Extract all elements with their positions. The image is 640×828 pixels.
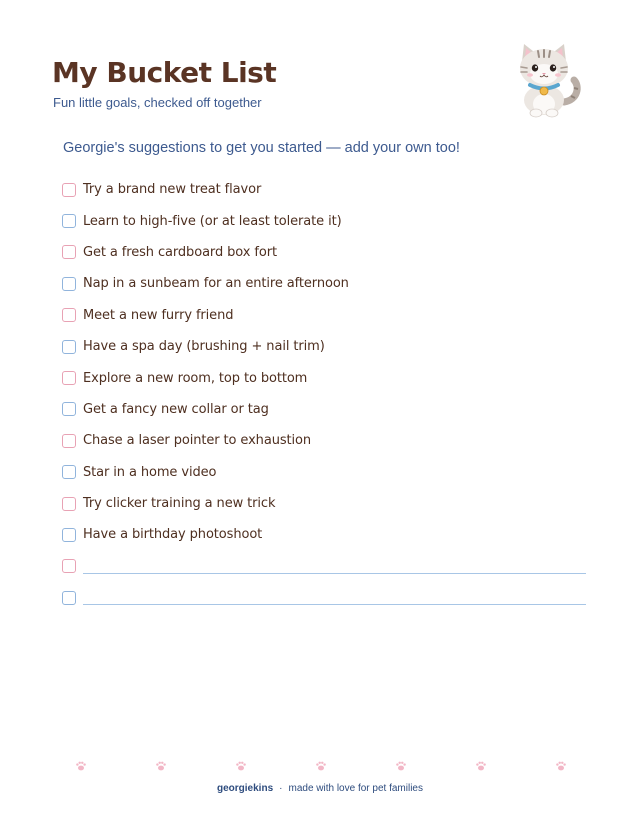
checkbox[interactable] — [62, 340, 76, 354]
list-item — [62, 519, 582, 550]
paw-print-icon — [475, 760, 487, 772]
list-item-label: Try a brand new treat flavor — [83, 182, 262, 198]
list-item-label: Nap in a sunbeam for an entire afternoon — [83, 276, 349, 292]
list-item — [62, 488, 582, 519]
checkbox[interactable] — [62, 434, 76, 448]
checkbox[interactable] — [62, 559, 76, 573]
paw-print-icon — [155, 760, 167, 772]
list-item-label: Meet a new furry friend — [83, 307, 234, 323]
list-item — [62, 457, 582, 488]
list-item-label: Explore a new room, top to bottom — [83, 370, 308, 386]
footer — [0, 783, 640, 794]
paw-print-row — [0, 760, 640, 776]
checkbox[interactable] — [62, 497, 76, 511]
paw-print-icon — [555, 760, 567, 772]
paw-print-icon — [395, 760, 407, 772]
write-in-line[interactable] — [83, 573, 586, 574]
list-item-label: Chase a laser pointer to exhaustion — [83, 433, 312, 449]
page-title: My Bucket List — [52, 56, 277, 89]
list-item-label: Get a fresh cardboard box fort — [83, 244, 277, 260]
list-item — [62, 268, 582, 299]
checkbox[interactable] — [62, 308, 76, 322]
page-subtitle: Fun little goals, checked off together — [53, 95, 262, 110]
footer-separator: · — [279, 783, 283, 794]
list-item — [62, 551, 582, 582]
checkbox[interactable] — [62, 214, 76, 228]
list-item — [62, 205, 582, 236]
kitten-mascot-icon — [508, 40, 584, 118]
checkbox[interactable] — [62, 245, 76, 259]
checkbox[interactable] — [62, 465, 76, 479]
footer-tagline: made with love for pet families — [288, 783, 423, 794]
list-item — [62, 300, 582, 331]
list-item — [62, 174, 582, 205]
paw-print-icon — [235, 760, 247, 772]
footer-brand: georgiekins — [217, 783, 274, 794]
list-item — [62, 394, 582, 425]
list-item — [62, 237, 582, 268]
checkbox[interactable] — [62, 183, 76, 197]
list-item-label: Get a fancy new collar or tag — [83, 401, 269, 417]
intro-text: Georgie's suggestions to get you started — add your own too! — [63, 140, 460, 156]
checkbox[interactable] — [62, 371, 76, 385]
checkbox[interactable] — [62, 402, 76, 416]
checkbox[interactable] — [62, 528, 76, 542]
list-item-label: Star in a home video — [83, 464, 217, 480]
list-item — [62, 331, 582, 362]
checkbox[interactable] — [62, 591, 76, 605]
list-item-label: Learn to high-five (or at least tolerate it) — [83, 213, 342, 229]
checkbox[interactable] — [62, 277, 76, 291]
list-item-label: Try clicker training a new trick — [83, 496, 276, 512]
write-in-line[interactable] — [83, 604, 586, 605]
list-item — [62, 362, 582, 393]
list-item-label: Have a spa day (brushing + nail trim) — [83, 339, 325, 355]
paw-print-icon — [75, 760, 87, 772]
bucket-list — [62, 174, 582, 613]
list-item — [62, 582, 582, 613]
list-item-label: Have a birthday photoshoot — [83, 527, 263, 543]
paw-print-icon — [315, 760, 327, 772]
list-item — [62, 425, 582, 456]
